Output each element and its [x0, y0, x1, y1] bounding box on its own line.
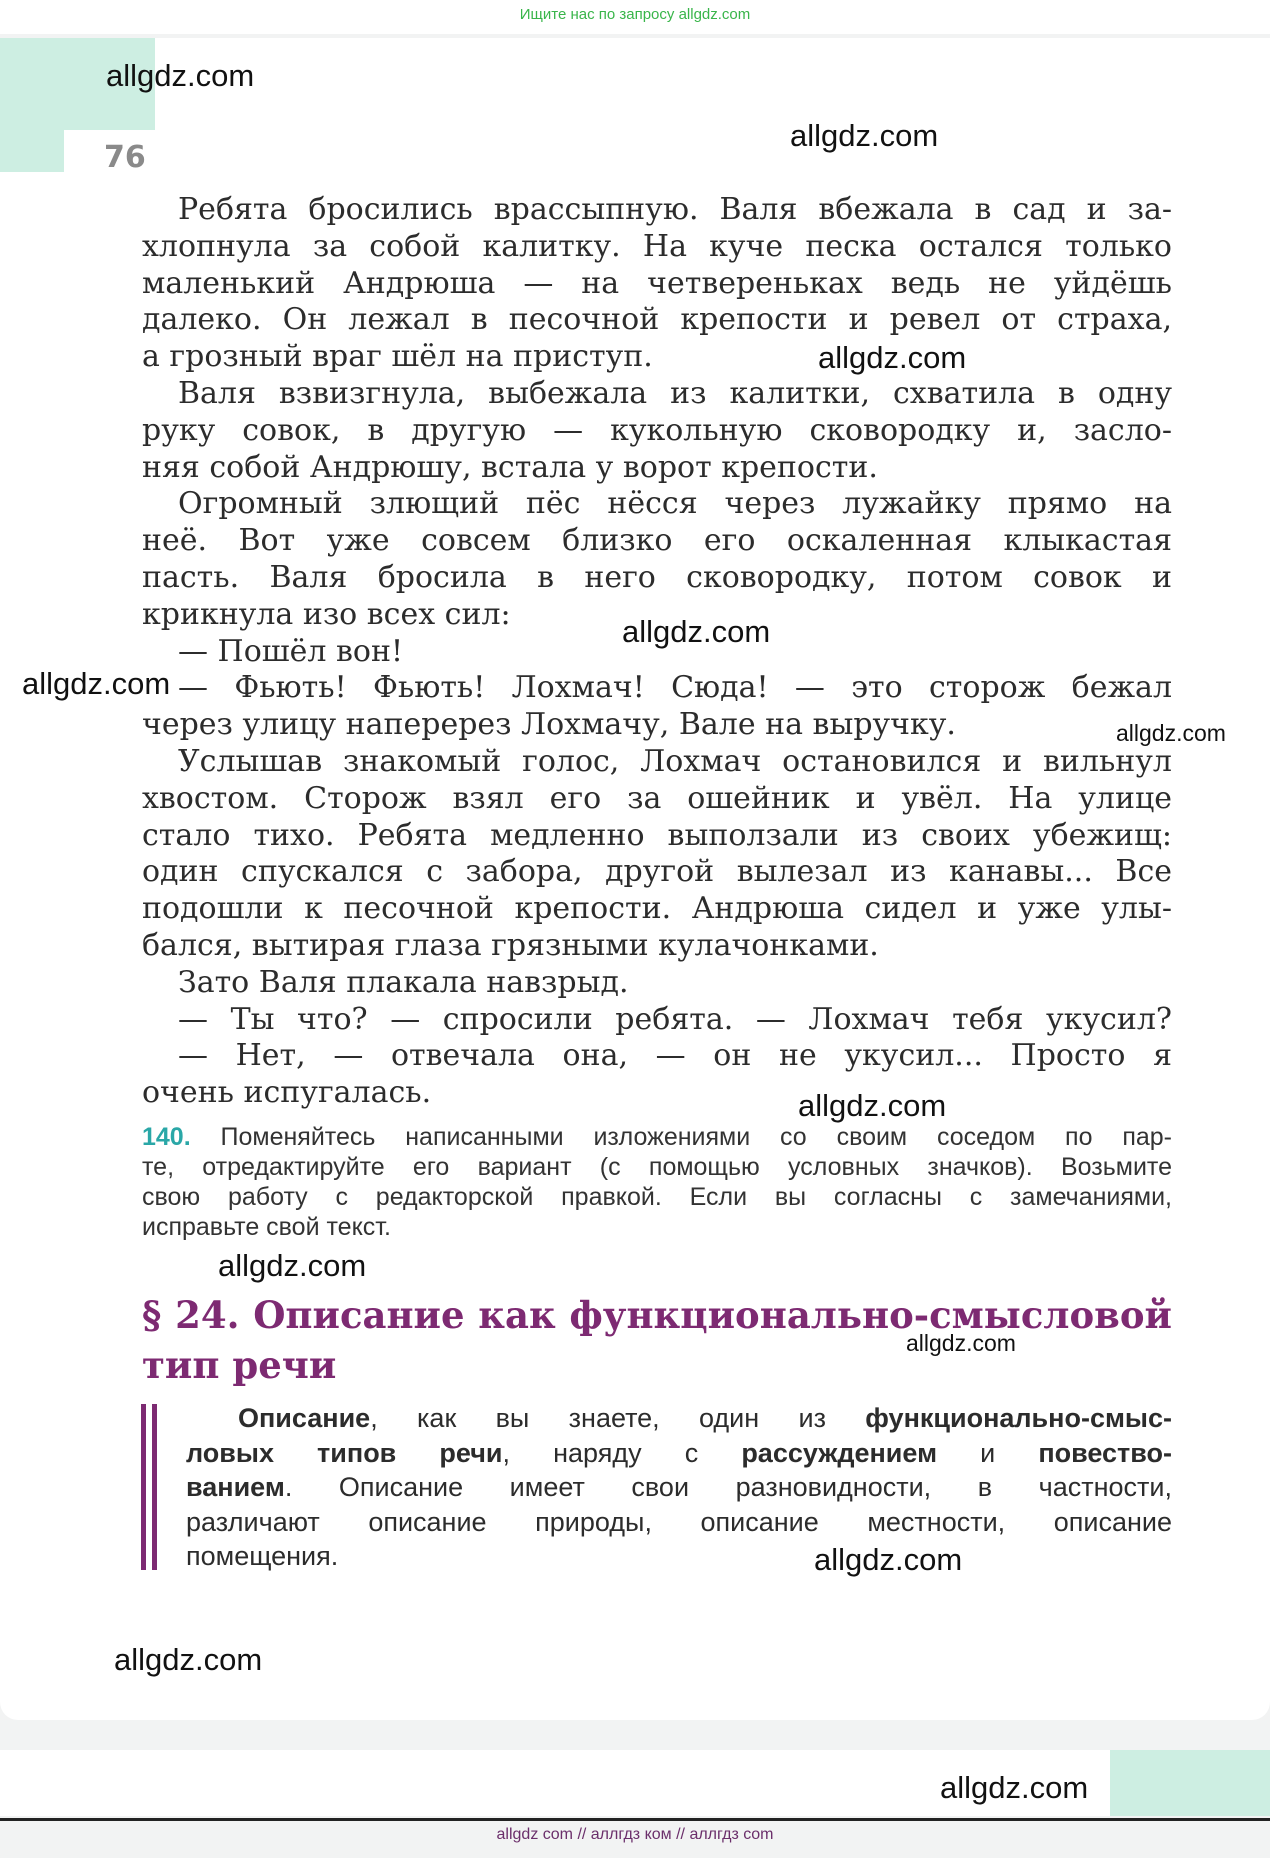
- task-line: свою работу с редакторской правкой. Если вы согласны с замечаниями,: [142, 1183, 1172, 1211]
- rule-term: ванием: [186, 1472, 285, 1502]
- section-heading: [142, 1290, 1172, 1390]
- text-line: очень испугалась.: [142, 1075, 432, 1111]
- rule-text: и: [937, 1437, 1039, 1468]
- task-text: Поменяйтесь написанными изложениями со своим соседом по пар-: [220, 1123, 1172, 1151]
- text-line: крикнула изо всех сил:: [142, 596, 511, 632]
- exercise-number: 140.: [142, 1123, 191, 1151]
- text-line: руку совок, в другую — кукольную сковородку и, засло-: [142, 412, 1172, 448]
- rule-marker-bar: [141, 1404, 146, 1570]
- rule-line: различают описание природы, описание местности, описание: [186, 1506, 1172, 1537]
- task-line: исправьте свой текст.: [142, 1213, 391, 1241]
- text-line: неё. Вот уже совсем близко его оскаленная клыкастая: [142, 523, 1172, 559]
- text-line: подошли к песочной крепости. Андрюша сидел и уже улы-: [142, 891, 1172, 927]
- rule-definition: [186, 1401, 1172, 1574]
- text-line: через улицу наперерез Лохмачу, Вале на выручку.: [142, 707, 956, 743]
- watermark: allgdz.com: [798, 1088, 947, 1123]
- text-line: маленький Андрюша — на четвереньках ведь не уйдёшь: [142, 265, 1172, 301]
- text-line: — Нет, — отвечала она, — он не укусил... Просто я: [178, 1038, 1172, 1074]
- divider: [0, 1818, 1270, 1821]
- story-text: [142, 192, 1172, 1112]
- rule-line: [186, 1401, 1172, 1436]
- exercise-140: [142, 1122, 1172, 1242]
- text-line: один спускался с забора, другой вылезал из канавы... Все: [142, 854, 1172, 890]
- page-number: 76: [104, 140, 146, 175]
- watermark: allgdz.com: [218, 1248, 367, 1283]
- watermark: allgdz.com: [906, 1330, 1016, 1356]
- watermark: allgdz.com: [814, 1542, 963, 1577]
- corner-decoration: [0, 130, 64, 172]
- text-line: Зато Валя плакала навзрыд.: [178, 964, 629, 1000]
- footer-links[interactable]: allgdz com // аллгдз ком // аллгдз com: [496, 1826, 774, 1843]
- watermark: allgdz.com: [22, 666, 171, 701]
- watermark: allgdz.com: [1116, 720, 1226, 746]
- rule-text: . Описание имеет свои разновидности, в частности,: [284, 1472, 1172, 1502]
- text-line: Услышав знакомый голос, Лохмач остановился и вильнул: [178, 743, 1172, 779]
- watermark: allgdz.com: [114, 1642, 263, 1677]
- watermark: allgdz.com: [106, 58, 255, 93]
- rule-line: помещения.: [186, 1541, 339, 1571]
- rule-term: Описание: [238, 1403, 371, 1433]
- rule-marker-bar: [152, 1404, 157, 1570]
- text-line: няя собой Андрюшу, встала у ворот крепости.: [142, 449, 878, 485]
- rule-text: , как вы знаете, один из: [370, 1403, 866, 1433]
- task-line: [142, 1122, 1172, 1152]
- text-line: а грозный враг шёл на приступ.: [142, 339, 653, 375]
- text-line: Ребята бросились врассыпную. Валя вбежала в сад и за-: [178, 192, 1172, 227]
- heading-line: § 24. Описание как функционально-смысловой: [142, 1293, 1172, 1337]
- watermark: allgdz.com: [622, 614, 771, 649]
- text-line: хвостом. Сторож взял его за ошейник и увёл. На улице: [142, 780, 1172, 816]
- rule-line: [186, 1470, 1172, 1505]
- top-banner[interactable]: Ищите нас по запросу allgdz.com: [0, 0, 1270, 34]
- watermark: allgdz.com: [790, 118, 939, 153]
- text-line: стало тихо. Ребята медленно выползали из своих убежищ:: [142, 817, 1172, 853]
- task-line: те, отредактируйте его вариант (с помощью условных значков). Возьмите: [142, 1153, 1172, 1181]
- text-line: — Пошёл вон!: [178, 633, 403, 669]
- text-line: бался, вытирая глаза грязными кулачонками.: [142, 927, 879, 963]
- watermark: allgdz.com: [818, 340, 967, 375]
- watermark: allgdz.com: [940, 1770, 1089, 1805]
- text-line: — Ты что? — спросили ребята. — Лохмач тебя укусил?: [178, 1001, 1172, 1037]
- text-line: Огромный злющий пёс нёсся через лужайку прямо на: [178, 486, 1172, 522]
- rule-term: рассуждением: [741, 1437, 938, 1468]
- text-line: — Фьють! Фьють! Лохмач! Сюда! — это сторож бежал: [178, 670, 1172, 706]
- rule-text: , наряду с: [502, 1437, 742, 1468]
- rule-line: [186, 1436, 1172, 1471]
- text-line: пасть. Валя бросила в него сковородку, потом совок и: [142, 559, 1172, 595]
- text-line: Валя взвизгнула, выбежала из калитки, схватила в одну: [178, 375, 1172, 411]
- rule-term: повество-: [1038, 1437, 1172, 1468]
- rule-term: функционально-смыс-: [865, 1403, 1172, 1433]
- text-line: хлопнула за собой калитку. На куче песка остался только: [142, 228, 1172, 264]
- rule-term: ловых типов речи: [186, 1437, 503, 1468]
- text-line: далеко. Он лежал в песочной крепости и ревел от страха,: [142, 302, 1172, 338]
- heading-line: тип речи: [142, 1343, 337, 1387]
- corner-decoration: [1110, 1750, 1270, 1816]
